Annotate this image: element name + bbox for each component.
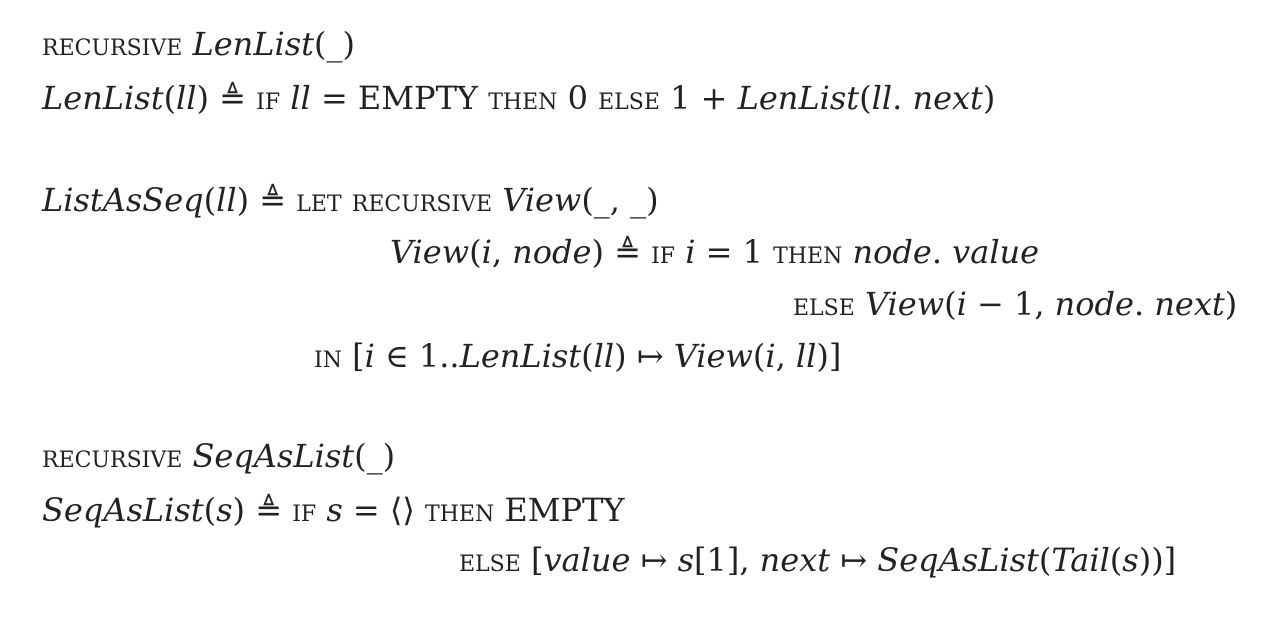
symbol: [182, 437, 192, 475]
symbol: (: [581, 337, 594, 375]
identifier: value: [543, 541, 631, 579]
symbol: 1 +: [659, 79, 738, 117]
keyword: else: [598, 79, 660, 117]
keyword: recursive: [351, 181, 493, 219]
symbol: )]: [816, 337, 842, 375]
symbol: ) ≜: [236, 181, 297, 219]
symbol: ,: [775, 337, 796, 375]
keyword: then: [425, 491, 495, 529]
identifier: View: [390, 233, 470, 271]
identifier: View: [673, 337, 753, 375]
identifier: next: [912, 79, 983, 117]
identifier: node: [1054, 285, 1134, 323]
identifier: next: [759, 541, 831, 579]
seqaslist-recursive-decl: [42, 436, 395, 476]
identifier: s: [677, 541, 694, 579]
keyword: recursive: [42, 25, 183, 63]
symbol: (: [859, 79, 872, 117]
identifier: ll: [795, 337, 817, 375]
symbol: = ⟨⟩: [342, 491, 426, 529]
symbol: (: [1109, 541, 1123, 579]
symbol: (: [469, 233, 482, 271]
identifier: ll: [593, 337, 615, 375]
symbol: ): [982, 79, 996, 117]
identifier: View: [864, 285, 945, 323]
symbol: [182, 25, 192, 63]
identifier: i: [956, 285, 967, 323]
symbol: [842, 233, 852, 271]
identifier: LenList: [459, 337, 582, 375]
symbol: .: [931, 233, 953, 271]
keyword: in: [314, 337, 342, 375]
lenlist-definition: [42, 78, 995, 118]
symbol: ↦: [830, 541, 878, 579]
symbol: [: [520, 541, 544, 579]
keyword: let: [296, 181, 342, 219]
symbol: (_): [354, 437, 396, 475]
symbol: ↦: [630, 541, 678, 579]
identifier: node: [852, 233, 932, 271]
identifier: SeqAsList: [877, 541, 1039, 579]
symbol: ) ≜: [196, 79, 257, 117]
symbol: [280, 79, 290, 117]
keyword: if: [292, 491, 317, 529]
identifier: View: [502, 181, 582, 219]
identifier: Tail: [1051, 541, 1110, 579]
seqaslist-definition: [42, 490, 625, 530]
symbol: [316, 491, 326, 529]
symbol: [: [341, 337, 365, 375]
symbol: (: [163, 79, 177, 117]
symbol: = EMPTY: [310, 79, 489, 117]
listasseq-in-clause: [314, 336, 841, 376]
symbol: (_): [314, 25, 355, 63]
identifier: ListAsSeq: [42, 181, 204, 219]
view-definition: [390, 232, 1039, 272]
lenlist-recursive-decl: [42, 24, 355, 64]
symbol: − 1,: [966, 285, 1055, 323]
symbol: (: [752, 337, 766, 375]
identifier: ll: [176, 79, 197, 117]
identifier: ll: [290, 79, 311, 117]
symbol: EMPTY: [494, 491, 625, 529]
identifier: s: [1122, 541, 1139, 579]
symbol: ) ≜: [591, 233, 652, 271]
view-else-branch: [793, 284, 1237, 324]
symbol: ): [1224, 285, 1238, 323]
identifier: i: [481, 233, 492, 271]
symbol: ,: [491, 233, 513, 271]
symbol: (: [944, 285, 957, 323]
keyword: else: [459, 541, 521, 579]
seqaslist-else-branch: [459, 540, 1176, 580]
identifier: i: [364, 337, 375, 375]
symbol: ) ↦: [614, 337, 674, 375]
identifier: value: [952, 233, 1040, 271]
symbol: (: [203, 491, 217, 529]
identifier: i: [765, 337, 776, 375]
identifier: ll: [871, 79, 893, 117]
identifier: s: [326, 491, 343, 529]
identifier: LenList: [737, 79, 860, 117]
symbol: ) ≜: [232, 491, 293, 529]
symbol: [675, 233, 685, 271]
identifier: LenList: [192, 25, 315, 63]
symbol: ))]: [1138, 541, 1177, 579]
identifier: i: [685, 233, 696, 271]
identifier: s: [216, 491, 233, 529]
identifier: node: [512, 233, 592, 271]
symbol: ∈ 1..: [374, 337, 460, 375]
symbol: [855, 285, 865, 323]
symbol: (_, _): [581, 181, 659, 219]
symbol: [492, 181, 502, 219]
keyword: if: [651, 233, 676, 271]
symbol: (: [203, 181, 217, 219]
keyword: if: [256, 79, 281, 117]
keyword: recursive: [42, 437, 183, 475]
symbol: (: [1038, 541, 1052, 579]
symbol: [342, 181, 352, 219]
symbol: = 1: [695, 233, 774, 271]
symbol: 0: [557, 79, 599, 117]
keyword: else: [793, 285, 855, 323]
symbol: [1],: [693, 541, 760, 579]
identifier: ll: [216, 181, 237, 219]
symbol: .: [892, 79, 913, 117]
identifier: SeqAsList: [42, 491, 204, 529]
keyword: then: [488, 79, 558, 117]
identifier: LenList: [42, 79, 164, 117]
identifier: SeqAsList: [192, 437, 355, 475]
identifier: next: [1154, 285, 1225, 323]
keyword: then: [773, 233, 843, 271]
symbol: .: [1133, 285, 1155, 323]
listasseq-definition-head: [42, 180, 659, 220]
